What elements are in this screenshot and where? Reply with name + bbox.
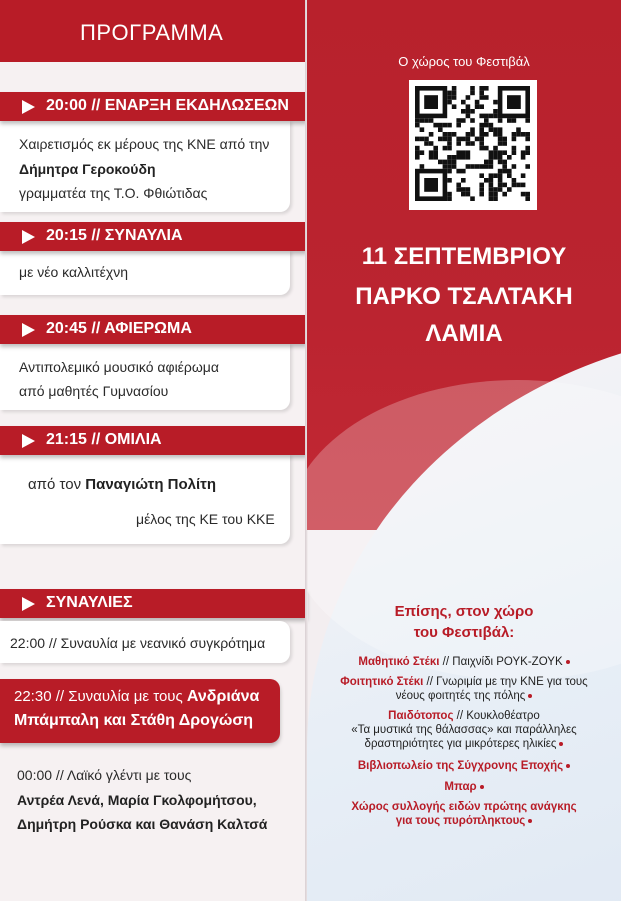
speaker-name: Παναγιώτη Πολίτη bbox=[85, 476, 217, 493]
bullet-icon bbox=[566, 660, 570, 664]
program-header bbox=[0, 0, 307, 62]
item-text: // Παιχνίδι ΡΟΥΚ-ΖΟΥΚ bbox=[439, 656, 563, 668]
item-label: Παιδότοπος bbox=[388, 710, 454, 722]
qr-code-icon bbox=[409, 80, 537, 210]
event-text: γραμματέα της Τ.Ο. Φθιώτιδας bbox=[19, 185, 208, 201]
item-label: Μαθητικό Στέκι bbox=[358, 656, 440, 668]
qr-code[interactable] bbox=[409, 80, 537, 210]
also-item bbox=[307, 781, 621, 793]
event-text: Αντιπολεμικό μουσικό αφιέρωμα bbox=[19, 359, 219, 375]
event-text: Χαιρετισμός εκ μέρους της ΚΝΕ από την bbox=[19, 136, 270, 152]
concert-bar bbox=[0, 679, 280, 743]
bullet-icon bbox=[528, 694, 532, 698]
event-bar bbox=[0, 92, 307, 121]
also-item-cont bbox=[307, 690, 621, 702]
item-label: για τους πυρόπληκτους bbox=[395, 815, 526, 827]
also-title: Επίσης, στον χώρο bbox=[394, 603, 534, 620]
also-item bbox=[307, 656, 621, 668]
event-bar bbox=[0, 222, 307, 251]
qr-caption: Ο χώρος του Φεστιβάλ bbox=[398, 54, 530, 69]
event-title: 20:45 // ΑΦΙΕΡΩΜΑ bbox=[46, 320, 192, 337]
also-item bbox=[307, 760, 621, 772]
item-label: Βιβλιοπωλείο της Σύγχρονης Εποχής bbox=[357, 760, 564, 772]
program-column bbox=[0, 0, 307, 901]
concert-text: 00:00 // Λαϊκό γλέντι με τους bbox=[17, 767, 192, 783]
event-bar bbox=[0, 315, 307, 344]
play-arrow-icon bbox=[22, 100, 35, 114]
also-item-cont bbox=[307, 738, 621, 750]
festival-date: 11 ΣΕΠΤΕΜΒΡΙΟΥ bbox=[361, 243, 567, 270]
item-text: // Γνωριμία με την ΚΝΕ για τους bbox=[423, 676, 588, 688]
bullet-icon bbox=[566, 764, 570, 768]
concert-artist: Μπάμπαλη και Στάθη Δρογώση bbox=[14, 712, 254, 729]
item-label: Μπαρ bbox=[444, 781, 477, 793]
concerts-bar bbox=[0, 589, 307, 618]
concert-text: 22:30 // Συναυλία με τους bbox=[14, 688, 183, 705]
concert-artist: Αντρέα Λενά, Μαρία Γκολφομήτσου, bbox=[17, 792, 257, 808]
event-text: από μαθητές Γυμνασίου bbox=[19, 383, 169, 399]
event-text: με νέο καλλιτέχνη bbox=[19, 264, 129, 280]
item-text: δραστηριότητες για μικρότερες ηλικίες bbox=[364, 738, 557, 750]
concert-artist: Δημήτρη Ρούσκα και Θανάση Καλτσά bbox=[17, 816, 268, 832]
item-text: «Τα μυστικά της θάλασσας» και παράλληλες bbox=[351, 724, 577, 736]
also-item-cont bbox=[307, 815, 621, 827]
concerts-title: ΣΥΝΑΥΛΙΕΣ bbox=[46, 594, 133, 611]
play-arrow-icon bbox=[22, 434, 35, 448]
concert-text: 22:00 // Συναυλία με νεανικό συγκρότημα bbox=[10, 635, 266, 651]
event-title: 20:15 // ΣΥΝΑΥΛΙΑ bbox=[46, 227, 183, 244]
concert-line bbox=[14, 688, 259, 706]
festival-city: ΛΑΜΙΑ bbox=[425, 320, 503, 347]
program-title: ΠΡΟΓΡΑΜΜΑ bbox=[80, 20, 224, 45]
venue-column bbox=[307, 0, 621, 901]
item-text: // Κουκλοθέατρο bbox=[453, 710, 540, 722]
bullet-icon bbox=[480, 785, 484, 789]
item-label: Χώρος συλλογής ειδών πρώτης ανάγκης bbox=[351, 801, 577, 813]
also-item bbox=[307, 676, 621, 688]
event-box bbox=[0, 343, 290, 410]
also-item bbox=[307, 710, 621, 722]
event-title: 21:15 // ΟΜΙΛΙΑ bbox=[46, 431, 162, 448]
event-text: Δήμητρα Γεροκούδη bbox=[19, 161, 156, 177]
event-text: από τον bbox=[28, 476, 82, 493]
bullet-icon bbox=[528, 819, 532, 823]
concert-artist: Ανδριάνα bbox=[186, 688, 260, 705]
event-box bbox=[0, 454, 290, 544]
event-bar bbox=[0, 426, 307, 455]
bullet-icon bbox=[559, 742, 563, 746]
item-label: Φοιτητικό Στέκι bbox=[340, 676, 424, 688]
speaker-line bbox=[28, 476, 216, 493]
play-arrow-icon bbox=[22, 323, 35, 337]
play-arrow-icon bbox=[22, 597, 35, 611]
event-title: 20:00 // ΕΝΑΡΞΗ ΕΚΔΗΛΩΣΕΩΝ bbox=[46, 97, 289, 114]
play-arrow-icon bbox=[22, 230, 35, 244]
also-title: του Φεστιβάλ: bbox=[413, 624, 515, 641]
item-text: νέους φοιτητές της πόλης bbox=[395, 690, 526, 702]
event-text: μέλος της ΚΕ του ΚΚΕ bbox=[136, 511, 275, 527]
also-item-cont bbox=[307, 724, 621, 736]
festival-place: ΠΑΡΚΟ ΤΣΑΛΤΑΚΗ bbox=[355, 283, 573, 310]
also-item bbox=[307, 801, 621, 813]
